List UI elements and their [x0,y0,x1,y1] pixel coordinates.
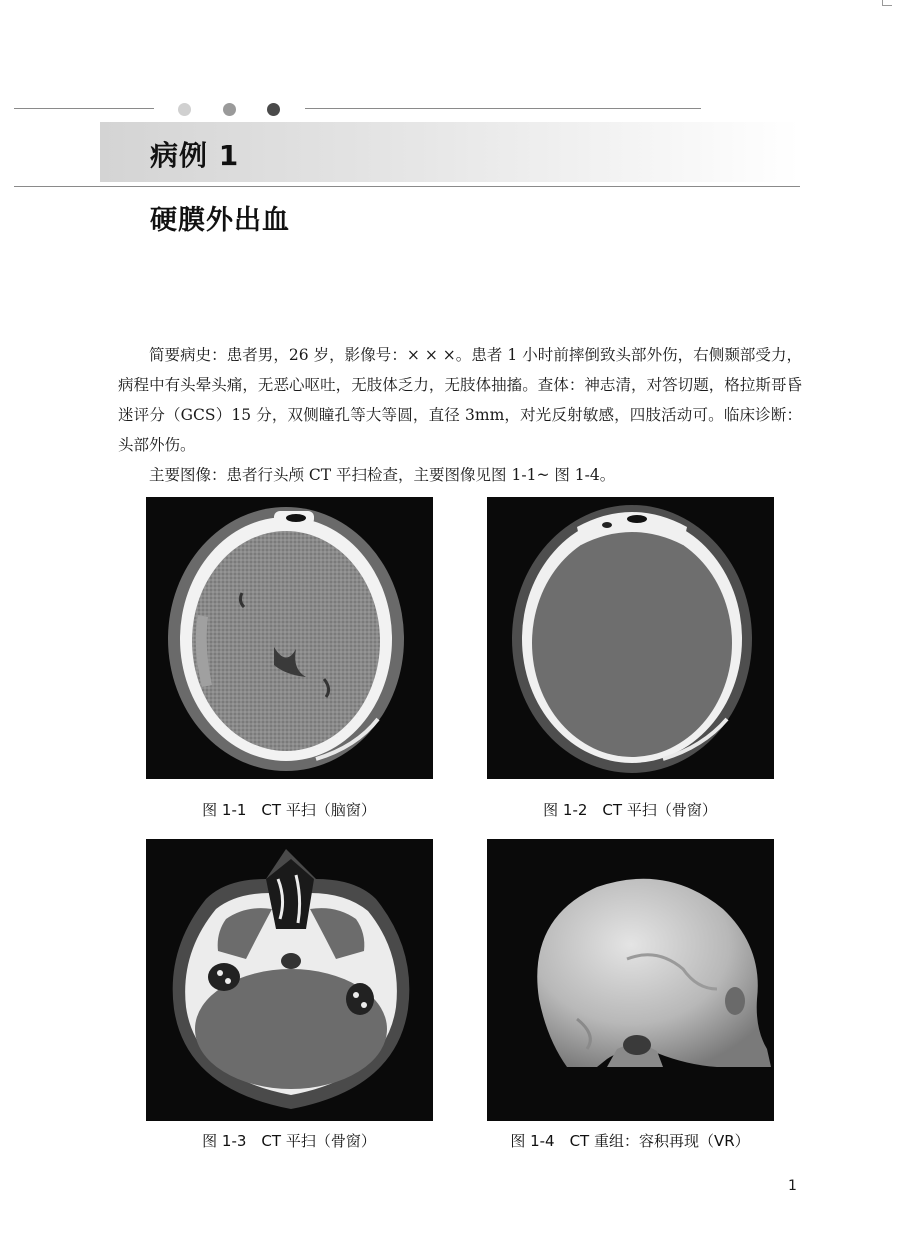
header-dot-light [178,103,191,116]
figure-caption-1-3: 图 1-3 CT 平扫（骨窗） [202,1132,376,1150]
header-rule-right [305,108,701,109]
history-paragraph: 简要病史：患者男，26 岁，影像号：× × ×。患者 1 小时前摔倒致头部外伤，右侧颞部受力，病程中有头晕头痛，无恶心呕吐，无肢体乏力，无肢体抽搐。查体：神志清，对答切题，格拉斯哥昏迷评分（GCS）15 分，双侧瞳孔等大等圆，直径 3mm，对光反射敏感，四肢活动可。临床诊断：头部外伤。 [118,346,802,454]
title-underline-rule [14,186,800,187]
header-dot-dark [267,103,280,116]
ct-volume-rendering-image [487,839,774,1121]
page-title: 硬膜外出血 [150,205,290,236]
case-history-text [118,340,802,490]
crop-mark [882,0,892,6]
header-dot-mid [223,103,236,116]
figure-caption-1-4: 图 1-4 CT 重组：容积再现（VR） [510,1132,750,1150]
ct-skull-base-bone-window-image [146,839,433,1121]
ct-brain-window-image [146,497,433,779]
header-rule-left [14,108,154,109]
page-number: 1 [788,1178,797,1194]
imaging-paragraph: 主要图像：患者行头颅 CT 平扫检查，主要图像见图 1-1~ 图 1-4。 [149,466,616,484]
case-label: 病例 1 [150,139,240,172]
figure-caption-1-2: 图 1-2 CT 平扫（骨窗） [543,801,717,819]
ct-bone-window-image [487,497,774,779]
figure-caption-1-1: 图 1-1 CT 平扫（脑窗） [202,801,376,819]
